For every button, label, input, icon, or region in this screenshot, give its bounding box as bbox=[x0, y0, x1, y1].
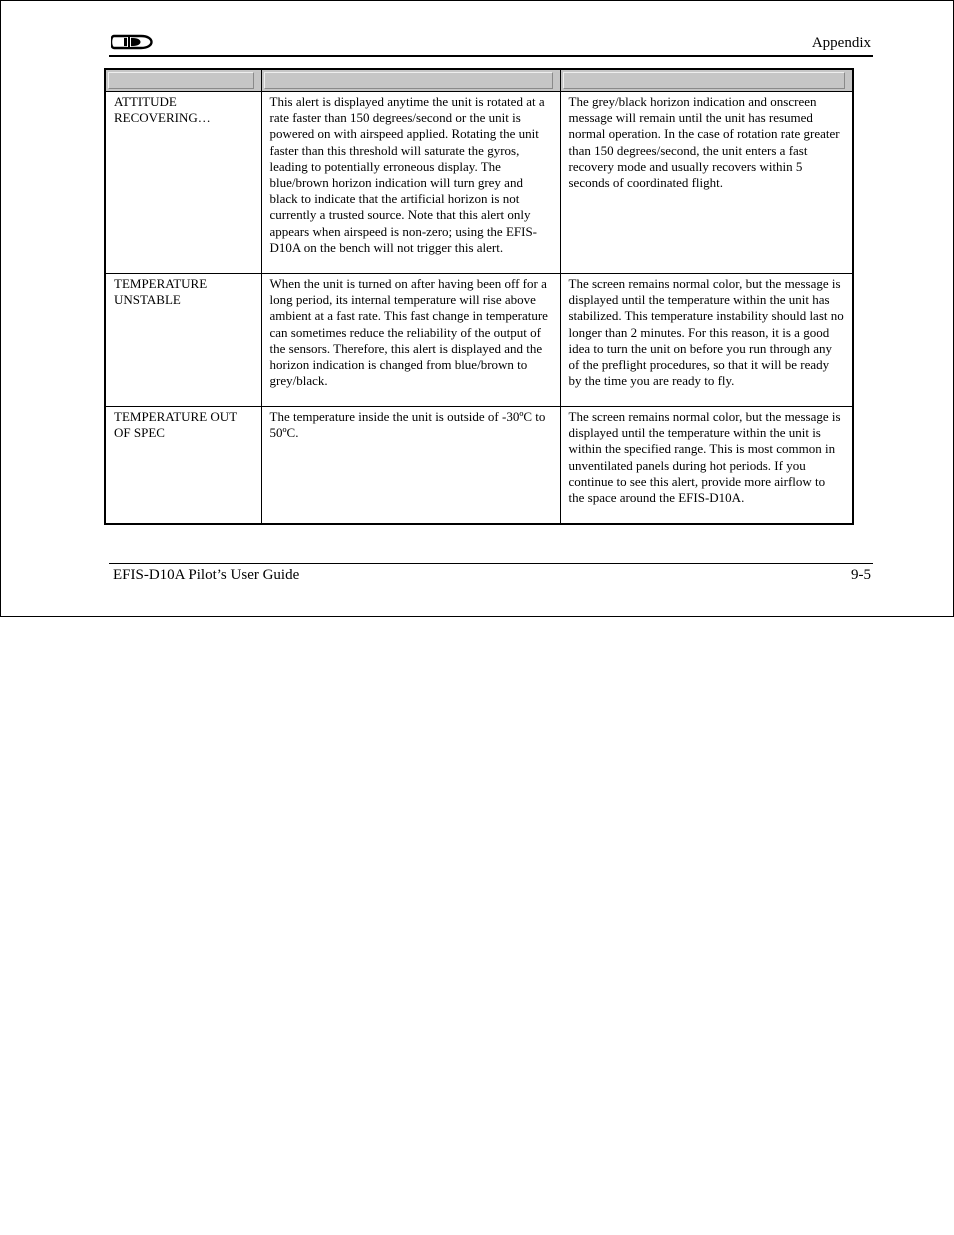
alert-name: TEMPERATURE UNSTABLE bbox=[105, 274, 261, 407]
alert-resolution: The grey/black horizon indication and onscreen message will remain until the unit has resumed normal operation. In the case of rotation rate greater than 150 degrees/second, the unit enters a fast recovery mode and usually recovers within 5 seconds of coordinated flight. bbox=[560, 92, 853, 274]
guide-title: EFIS-D10A Pilot’s User Guide bbox=[113, 567, 300, 583]
alert-resolution: The screen remains normal color, but the message is displayed until the temperature within the unit is within the specified range. This is most common in unventilated panels during hot periods. If you continue to see this alert, provide more airflow to the space around the EFIS-D10A. bbox=[560, 407, 853, 524]
alert-description: This alert is displayed anytime the unit is rotated at a rate faster than 150 degrees/second or the unit is powered on with airspeed applied. Rotating the unit faster than this threshold will saturate the gyros, leading to potentially erroneous display. The blue/brown horizon indication will turn grey and black to indicate that the artificial horizon is not currently a trusted source. Note that this alert only appears when airspeed is non-zero; using the EFIS-D10A on the bench will not trigger this alert. bbox=[261, 92, 560, 274]
table-row bbox=[105, 407, 853, 524]
table-header-row bbox=[105, 69, 853, 92]
dynon-logo-icon bbox=[111, 34, 157, 55]
table-row bbox=[105, 92, 853, 274]
alert-name: ATTITUDE RECOVERING… bbox=[105, 92, 261, 274]
page-footer bbox=[109, 563, 873, 588]
column-header-resolution bbox=[560, 69, 853, 92]
column-header-description bbox=[261, 69, 560, 92]
alert-description: When the unit is turned on after having been off for a long period, its internal temperature will rise above ambient at a fast rate. This fast change in temperature can sometimes reduce the reliability of the output of the sensors. Therefore, this alert is displayed and the horizon indication is changed from blue/brown to grey/black. bbox=[261, 274, 560, 407]
page-header bbox=[109, 31, 873, 57]
page bbox=[0, 0, 954, 617]
table-row bbox=[105, 274, 853, 407]
alert-name: TEMPERATURE OUT OF SPEC bbox=[105, 407, 261, 524]
alerts-table bbox=[104, 68, 854, 525]
section-title: Appendix bbox=[811, 35, 871, 51]
column-header-alert bbox=[105, 69, 261, 92]
alert-resolution: The screen remains normal color, but the message is displayed until the temperature within the unit has stabilized. This temperature instability should last no longer than 2 minutes. For this reason, it is a good idea to turn the unit on before you run through any of the preflight procedures, so that it will be ready by the time you are ready to fly. bbox=[560, 274, 853, 407]
page-number: 9-5 bbox=[851, 567, 871, 583]
alert-description: The temperature inside the unit is outside of -30ºC to 50ºC. bbox=[261, 407, 560, 524]
